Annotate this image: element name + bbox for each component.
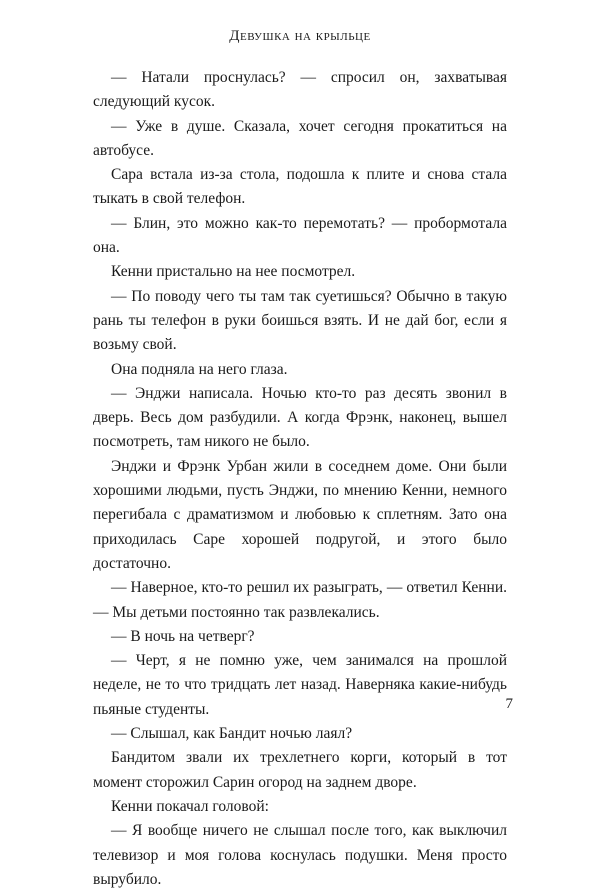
paragraph: Кенни покачал головой: (111, 797, 269, 815)
paragraph: — Наверное, кто-то решил их разыграть, — ответил Кенни. — Мы детьми постоянно так развлекались. (93, 579, 507, 621)
paragraph: — Натали проснулась? — спросил он, захватывая следующий кусок. (93, 69, 507, 111)
running-head: Девушка на крыльце (229, 28, 371, 44)
paragraph: — Уже в душе. Сказала, хочет сегодня прокатиться на автобусе. (93, 117, 507, 159)
paragraph: — По поводу чего ты там так суетишься? Обычно в такую рань ты телефон в руки боишься взять. И не дай бог, если я возьму свой. (93, 287, 507, 354)
paragraph: — В ночь на четверг? (111, 627, 255, 645)
paragraph: Она подняла на него глаза. (111, 360, 288, 378)
paragraph: — Энджи написала. Ночью кто-то раз десять звонил в дверь. Весь дом разбудили. А когда Фрэнк, наконец, вышел посмотреть, там никого не было. (93, 384, 507, 451)
page-number: 7 (505, 696, 513, 712)
paragraph: Кенни пристально на нее посмотрел. (111, 263, 356, 281)
paragraph: — Слышал, как Бандит ночью лаял? (111, 725, 353, 743)
body-text (93, 66, 507, 892)
paragraph: — Блин, это можно как-то перемотать? — пробормотала она. (93, 214, 507, 257)
paragraph: — Я вообще ничего не слышал после того, как выключил телевизор и моя голова коснулась подушки. Меня просто вырубило. (93, 822, 507, 888)
paragraph: Энджи и Фрэнк Урбан жили в соседнем доме. Они были хорошими людьми, пусть Энджи, по мнению Кенни, немного перегибала с драматизмом и любовью к сплетням. Зато она приходилась Саре хорошей подругой, и этого было достаточно. (93, 457, 507, 572)
paragraph: — Черт, я не помню уже, чем занимался на прошлой неделе, не то что тридцать лет назад. Наверняка какие-нибудь пьяные студенты. (93, 652, 507, 718)
paragraph: Бандитом звали их трехлетнего корги, который в тот момент сторожил Сарин огород на заднем дворе. (93, 749, 507, 791)
paragraph: Сара встала из-за стола, подошла к плите и снова стала тыкать в свой телефон. (93, 166, 507, 208)
